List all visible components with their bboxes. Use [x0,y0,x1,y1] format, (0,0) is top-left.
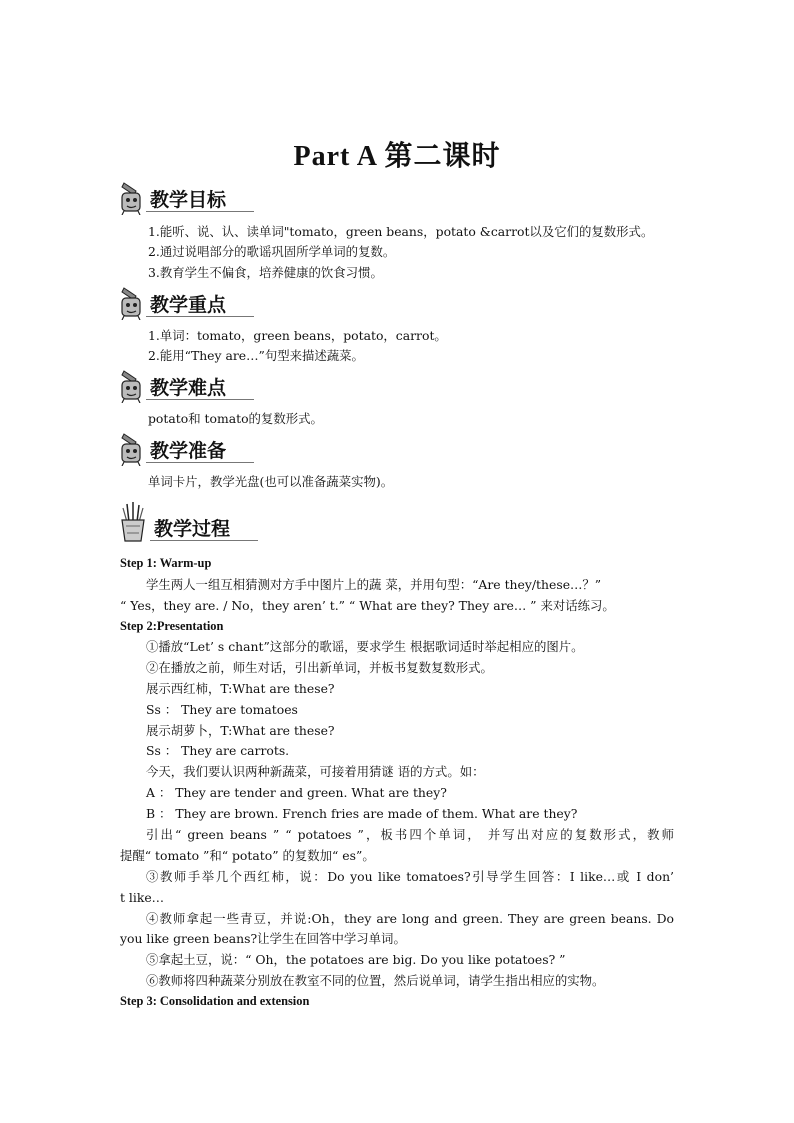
heading-underline [146,462,254,463]
step-line: ①播放“Let’ s chant”这部分的歌谣，要求学生 根据歌词适时举起相应的图片。 [146,639,584,654]
step-line: 展示西红柿，T:What are these? [146,681,335,696]
page-title: Part A 第二课时 [293,141,501,172]
step-line: ⑤拿起土豆，说：“ Oh，the potatoes are big. Do you like potatoes? ” [146,952,566,967]
step-title: Step 3: Consolidation and extension [120,994,310,1008]
pencil-mascot-icon [118,286,146,320]
heading-underline [146,316,254,317]
heading-underline [146,399,254,400]
step-line: 学生两人一组互相猜测对方手中图片上的蔬 菜，并用句型：“Are they/these…？” [146,577,602,592]
step-line: Ss ： They are tomatoes [146,702,298,717]
step-line: 提醒“ tomato ”和“ potato” 的复数加“ es”。 [120,848,375,863]
goal-item: 2.通过说唱部分的歌谣巩固所学单词的复数。 [148,244,396,259]
step-line: B ： They are brown. French fries are made of them. What are they? [146,806,578,821]
heading-underline [146,211,254,212]
pencil-mascot-icon [118,369,146,403]
step-line: “ Yes，they are. / No，they aren’ t.” “ What are they? They are… ” 来对话练习。 [120,598,615,613]
key-point-item: 2.能用“They are…”句型来描述蔬菜。 [148,348,364,363]
step-line: you like green beans?让学生在回答中学习单词。 [120,931,406,946]
goal-item: 3.教育学生不偏食，培养健康的饮食习惯。 [148,265,383,280]
step-line: t like… [120,890,165,905]
step-line: ③教师手举几个西红柿，说：Do you like tomatoes?引导学生回答：I like…或 I don’ [146,869,674,884]
step-line: ⑥教师将四种蔬菜分别放在教室不同的位置，然后说单词，请学生指出相应的实物。 [146,973,605,988]
section-heading: 教学准备 [150,440,227,462]
section-heading: 教学难点 [150,377,227,399]
preparation-item: 单词卡片，教学光盘(也可以准备蔬菜实物)。 [148,474,394,489]
step-title: Step 1: Warm-up [120,556,212,570]
step-title: Step 2:Presentation [120,619,224,633]
difficulty-item: potato和 tomato的复数形式。 [148,411,323,426]
step-line: ②在播放之前，师生对话，引出新单词，并板书复数复数形式。 [146,660,493,675]
section-heading: 教学重点 [150,294,227,316]
goal-item: 1.能听、说、认、读单词"tomato，green beans，potato &carrot以及它们的复数形式。 [148,224,654,239]
pencil-cup-icon [118,502,148,542]
step-line: Ss ： They are carrots. [146,743,290,758]
heading-underline [150,540,258,541]
step-line: A ： They are tender and green. What are they? [146,785,447,800]
section-heading: 教学目标 [150,189,227,211]
pencil-mascot-icon [118,181,146,215]
step-line: 引出“ green beans ” “ potatoes ”，板书四个单词， 并写出对应的复数形式，教师 [146,827,674,842]
step-line: ④教师拿起一些青豆，并说:Oh，they are long and green. They are green beans. Do [146,911,674,926]
pencil-mascot-icon [118,432,146,466]
step-line: 展示胡萝卜，T:What are these? [146,723,335,738]
section-heading: 教学过程 [154,518,231,540]
step-line: 今天，我们要认识两种新蔬菜，可接着用猜谜 语的方式。如： [146,764,485,779]
key-point-item: 1.单词：tomato，green beans，potato，carrot。 [148,328,447,343]
